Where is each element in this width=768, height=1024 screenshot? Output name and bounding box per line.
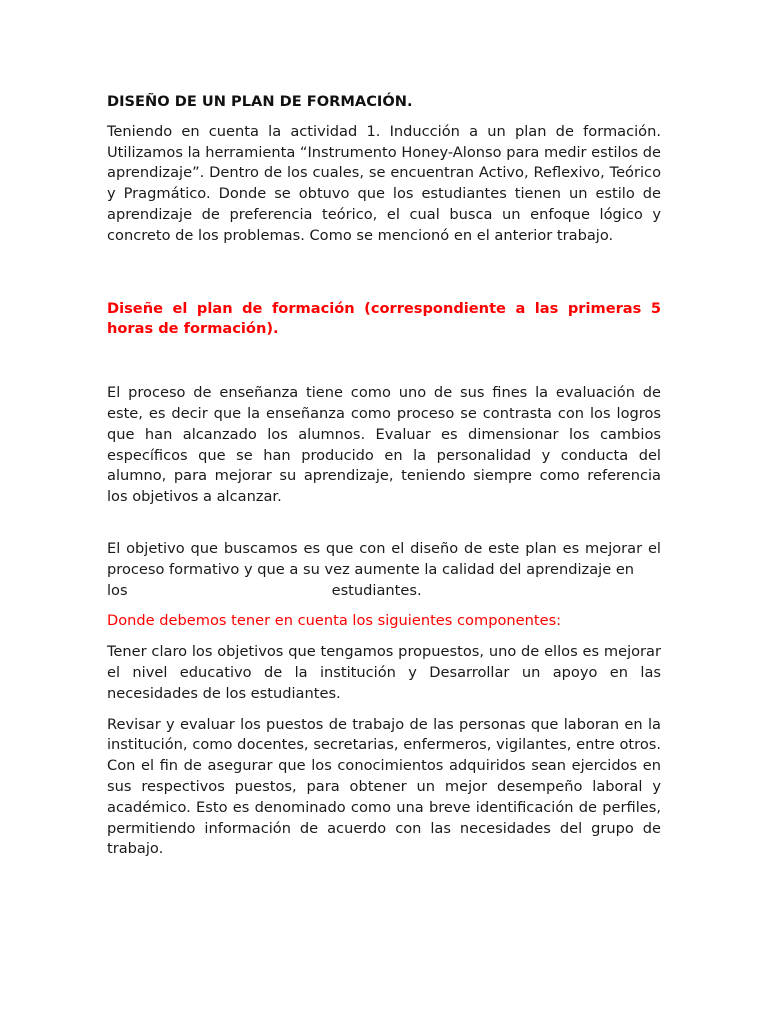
process-paragraph: El proceso de enseñanza tiene como uno de sus fines la evaluación de este, es decir que la enseñanza como proceso se contrasta con los logros que han alcanzado los alumnos. Evaluar es dimensionar los cambios específicos que se han producido en la personalidad y conducta del alumno, para mejorar su aprendizaje, teniendo siempre como referencia los objetivos a alcanzar. (107, 384, 661, 506)
review-paragraph: Revisar y evaluar los puestos de trabajo de las personas que laboran en la institución, como docentes, secretarias, enfermeros, vigilantes, entre otros. Con el fin de asegurar que los conocimientos adquiridos sean ejercidos en sus respectivos puestos, para obtener un mejor desempeño laboral y académico. Esto es denominado como una breve identificación de perfiles, permitiendo información de acuerdo con las necesidades del grupo de trabajo. (107, 715, 661, 858)
objective-last-line (107, 581, 661, 602)
objective-main-text: El objetivo que buscamos es que con el diseño de este plan es mejorar el proceso formativo y que a su vez aumente la calidad del aprendizaje en (107, 539, 661, 578)
objective-tail-left: los (107, 581, 128, 599)
plan-heading: Diseñe el plan de formación (correspondiente a las primeras 5 horas de formación). (107, 299, 661, 338)
objective-tail-right: estudiantes. (331, 581, 422, 599)
components-heading: Donde debemos tener en cuenta los siguientes componentes: (107, 612, 562, 630)
intro-paragraph: Teniendo en cuenta la actividad 1. Inducción a un plan de formación. Utilizamos la herramienta “Instrumento Honey-Alonso para medir estilos de aprendizaje”. Dentro de los cuales, se encuentran Activo, Reflexivo, Teórico y Pragmático. Donde se obtuvo que los estudiantes tienen un estilo de aprendizaje de preferencia teórico, el cual busca un enfoque lógico y concreto de los problemas. Como se mencionó en el anterior trabajo. (107, 122, 661, 244)
objective-paragraph (107, 539, 661, 601)
document-title: DISEÑO DE UN PLAN DE FORMACIÓN. (107, 93, 413, 110)
document-page (107, 92, 661, 860)
requirements-paragraph: Tener claro los objetivos que tengamos propuestos, uno de ellos es mejorar el nivel educativo de la institución y Desarrollar un apoyo en las necesidades de los estudiantes. (107, 643, 661, 702)
